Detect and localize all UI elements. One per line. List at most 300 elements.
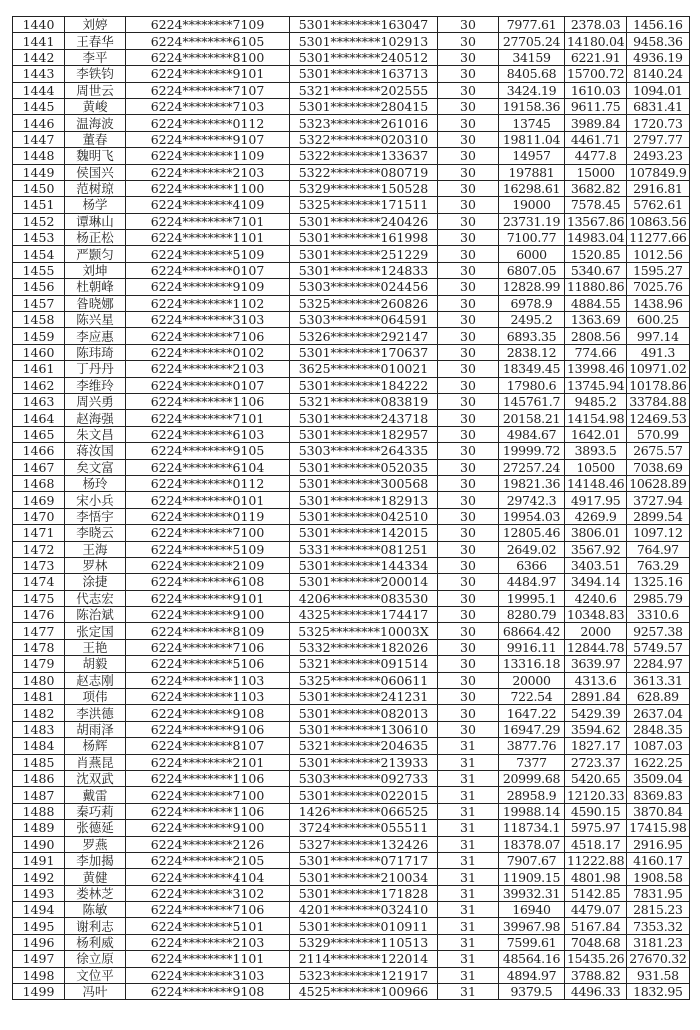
days-cell: 30 xyxy=(438,508,499,524)
days-cell: 31 xyxy=(438,787,499,803)
person-name-cell: 沈双武 xyxy=(65,770,126,786)
days-cell: 31 xyxy=(438,803,499,819)
amount-3-cell: 3870.84 xyxy=(627,803,689,819)
row-number-cell: 1452 xyxy=(13,213,65,229)
amount-2-cell: 10348.83 xyxy=(565,607,627,623)
amount-1-cell: 118734.1 xyxy=(499,820,565,836)
days-cell: 30 xyxy=(438,17,499,33)
person-name-cell: 黄健 xyxy=(65,869,126,885)
amount-3-cell: 570.99 xyxy=(627,426,689,442)
amount-2-cell: 5340.67 xyxy=(565,262,627,278)
amount-1-cell: 7377 xyxy=(499,754,565,770)
amount-2-cell: 4461.71 xyxy=(565,131,627,147)
row-number-cell: 1487 xyxy=(13,787,65,803)
table-row xyxy=(13,393,690,409)
person-name-cell: 蒋汝国 xyxy=(65,443,126,459)
table-row xyxy=(13,98,690,114)
amount-2-cell: 2000 xyxy=(565,623,627,639)
table-row xyxy=(13,902,690,918)
amount-3-cell: 3310.6 xyxy=(627,607,689,623)
amount-2-cell: 3893.5 xyxy=(565,443,627,459)
row-number-cell: 1491 xyxy=(13,852,65,868)
row-number-cell: 1499 xyxy=(13,984,65,1000)
amount-3-cell: 1438.96 xyxy=(627,295,689,311)
amount-1-cell: 23731.19 xyxy=(499,213,565,229)
amount-3-cell: 1325.16 xyxy=(627,574,689,590)
amount-1-cell: 27705.24 xyxy=(499,33,565,49)
person-name-cell: 董春 xyxy=(65,131,126,147)
days-cell: 30 xyxy=(438,656,499,672)
id-number-cell: 5301********010911 xyxy=(290,918,438,934)
bank-card-number-cell: 6224********1101 xyxy=(126,951,290,967)
amount-3-cell: 107849.9 xyxy=(627,164,689,180)
days-cell: 30 xyxy=(438,164,499,180)
table-row xyxy=(13,344,690,360)
bank-card-number-cell: 6224********7100 xyxy=(126,525,290,541)
person-name-cell: 冯叶 xyxy=(65,984,126,1000)
amount-2-cell: 15435.26 xyxy=(565,951,627,967)
table-row xyxy=(13,656,690,672)
amount-3-cell: 600.25 xyxy=(627,312,689,328)
days-cell: 30 xyxy=(438,180,499,196)
amount-1-cell: 18349.45 xyxy=(499,361,565,377)
row-number-cell: 1446 xyxy=(13,115,65,131)
person-name-cell: 宋小兵 xyxy=(65,492,126,508)
bank-card-number-cell: 6224********1103 xyxy=(126,672,290,688)
id-number-cell: 5323********121917 xyxy=(290,967,438,983)
id-number-cell: 5301********184222 xyxy=(290,377,438,393)
amount-1-cell: 6366 xyxy=(499,557,565,573)
person-name-cell: 周兴勇 xyxy=(65,393,126,409)
id-number-cell: 5301********124833 xyxy=(290,262,438,278)
amount-1-cell: 7100.77 xyxy=(499,230,565,246)
person-name-cell: 谭琳山 xyxy=(65,213,126,229)
table-row xyxy=(13,508,690,524)
days-cell: 31 xyxy=(438,885,499,901)
person-name-cell: 侯国兴 xyxy=(65,164,126,180)
table-row xyxy=(13,17,690,33)
bank-card-number-cell: 6224********0119 xyxy=(126,508,290,524)
days-cell: 30 xyxy=(438,459,499,475)
person-name-cell: 陈玮琦 xyxy=(65,344,126,360)
amount-3-cell: 1720.73 xyxy=(627,115,689,131)
amount-1-cell: 19995.1 xyxy=(499,590,565,606)
amount-3-cell: 4936.19 xyxy=(627,49,689,65)
amount-2-cell: 4518.17 xyxy=(565,836,627,852)
table-row xyxy=(13,689,690,705)
bank-card-number-cell: 6224********9101 xyxy=(126,590,290,606)
person-name-cell: 王艳 xyxy=(65,639,126,655)
row-number-cell: 1471 xyxy=(13,525,65,541)
amount-2-cell: 3682.82 xyxy=(565,180,627,196)
amount-2-cell: 1827.17 xyxy=(565,738,627,754)
amount-3-cell: 10971.02 xyxy=(627,361,689,377)
days-cell: 30 xyxy=(438,197,499,213)
amount-2-cell: 4269.9 xyxy=(565,508,627,524)
table-row xyxy=(13,607,690,623)
amount-1-cell: 4484.97 xyxy=(499,574,565,590)
row-number-cell: 1443 xyxy=(13,66,65,82)
id-number-cell: 5321********083819 xyxy=(290,393,438,409)
bank-card-number-cell: 6224********0101 xyxy=(126,492,290,508)
amount-2-cell: 12120.33 xyxy=(565,787,627,803)
person-name-cell: 范树琼 xyxy=(65,180,126,196)
table-row xyxy=(13,803,690,819)
id-number-cell: 5301********022015 xyxy=(290,787,438,803)
amount-3-cell: 7831.95 xyxy=(627,885,689,901)
row-number-cell: 1484 xyxy=(13,738,65,754)
person-name-cell: 胡雨泽 xyxy=(65,721,126,737)
days-cell: 30 xyxy=(438,672,499,688)
id-number-cell: 5329********150528 xyxy=(290,180,438,196)
table-row xyxy=(13,410,690,426)
amount-3-cell: 8369.83 xyxy=(627,787,689,803)
days-cell: 30 xyxy=(438,639,499,655)
id-number-cell: 5327********132426 xyxy=(290,836,438,852)
amount-1-cell: 13316.18 xyxy=(499,656,565,672)
row-number-cell: 1444 xyxy=(13,82,65,98)
person-name-cell: 严颢匀 xyxy=(65,246,126,262)
bank-card-number-cell: 6224********7100 xyxy=(126,787,290,803)
amount-2-cell: 6221.91 xyxy=(565,49,627,65)
days-cell: 31 xyxy=(438,918,499,934)
amount-3-cell: 997.14 xyxy=(627,328,689,344)
person-name-cell: 黄峻 xyxy=(65,98,126,114)
amount-3-cell: 6831.41 xyxy=(627,98,689,114)
amount-1-cell: 20158.21 xyxy=(499,410,565,426)
amount-1-cell: 28958.9 xyxy=(499,787,565,803)
row-number-cell: 1465 xyxy=(13,426,65,442)
person-name-cell: 项伟 xyxy=(65,689,126,705)
days-cell: 31 xyxy=(438,754,499,770)
table-row xyxy=(13,279,690,295)
amount-1-cell: 2649.02 xyxy=(499,541,565,557)
id-number-cell: 5301********300568 xyxy=(290,475,438,491)
amount-1-cell: 9379.5 xyxy=(499,984,565,1000)
table-row xyxy=(13,885,690,901)
person-name-cell: 罗林 xyxy=(65,557,126,573)
days-cell: 30 xyxy=(438,295,499,311)
id-number-cell: 5301********243718 xyxy=(290,410,438,426)
amount-1-cell: 7907.67 xyxy=(499,852,565,868)
bank-card-number-cell: 6224********3102 xyxy=(126,885,290,901)
amount-3-cell: 8140.24 xyxy=(627,66,689,82)
days-cell: 30 xyxy=(438,541,499,557)
amount-3-cell: 3727.94 xyxy=(627,492,689,508)
id-number-cell: 5301********102913 xyxy=(290,33,438,49)
days-cell: 30 xyxy=(438,574,499,590)
row-number-cell: 1466 xyxy=(13,443,65,459)
amount-3-cell: 763.29 xyxy=(627,557,689,573)
days-cell: 30 xyxy=(438,262,499,278)
amount-1-cell: 20999.68 xyxy=(499,770,565,786)
amount-2-cell: 5420.65 xyxy=(565,770,627,786)
person-name-cell: 张定国 xyxy=(65,623,126,639)
table-row xyxy=(13,852,690,868)
amount-3-cell: 1097.12 xyxy=(627,525,689,541)
table-row xyxy=(13,967,690,983)
table-row xyxy=(13,918,690,934)
row-number-cell: 1460 xyxy=(13,344,65,360)
id-number-cell: 5301********241231 xyxy=(290,689,438,705)
bank-card-number-cell: 6224********0107 xyxy=(126,377,290,393)
amount-1-cell: 17980.6 xyxy=(499,377,565,393)
bank-card-number-cell: 6224********1102 xyxy=(126,295,290,311)
table-body xyxy=(13,17,690,1000)
person-name-cell: 肖燕昆 xyxy=(65,754,126,770)
table-row xyxy=(13,312,690,328)
amount-3-cell: 2637.04 xyxy=(627,705,689,721)
amount-3-cell: 7353.32 xyxy=(627,918,689,934)
row-number-cell: 1455 xyxy=(13,262,65,278)
amount-1-cell: 1647.22 xyxy=(499,705,565,721)
amount-2-cell: 11222.88 xyxy=(565,852,627,868)
row-number-cell: 1492 xyxy=(13,869,65,885)
days-cell: 30 xyxy=(438,557,499,573)
row-number-cell: 1451 xyxy=(13,197,65,213)
amount-1-cell: 48564.16 xyxy=(499,951,565,967)
amount-1-cell: 8405.68 xyxy=(499,66,565,82)
bank-card-number-cell: 6224********9106 xyxy=(126,721,290,737)
id-number-cell: 3625********010021 xyxy=(290,361,438,377)
amount-2-cell: 13567.86 xyxy=(565,213,627,229)
amount-1-cell: 34159 xyxy=(499,49,565,65)
amount-3-cell: 764.97 xyxy=(627,541,689,557)
days-cell: 30 xyxy=(438,426,499,442)
id-number-cell: 5301********163047 xyxy=(290,17,438,33)
amount-1-cell: 6978.9 xyxy=(499,295,565,311)
amount-3-cell: 1908.58 xyxy=(627,869,689,885)
amount-1-cell: 12805.46 xyxy=(499,525,565,541)
bank-card-number-cell: 6224********9107 xyxy=(126,131,290,147)
amount-1-cell: 14957 xyxy=(499,148,565,164)
amount-1-cell: 19821.36 xyxy=(499,475,565,491)
amount-2-cell: 1642.01 xyxy=(565,426,627,442)
id-number-cell: 5303********264335 xyxy=(290,443,438,459)
id-number-cell: 4201********032410 xyxy=(290,902,438,918)
amount-3-cell: 2493.23 xyxy=(627,148,689,164)
row-number-cell: 1467 xyxy=(13,459,65,475)
table-row xyxy=(13,557,690,573)
bank-card-number-cell: 6224********0112 xyxy=(126,475,290,491)
table-row xyxy=(13,787,690,803)
days-cell: 31 xyxy=(438,934,499,950)
bank-card-number-cell: 6224********1101 xyxy=(126,230,290,246)
days-cell: 30 xyxy=(438,721,499,737)
days-cell: 30 xyxy=(438,705,499,721)
amount-2-cell: 3567.92 xyxy=(565,541,627,557)
amount-1-cell: 3877.76 xyxy=(499,738,565,754)
id-number-cell: 5301********240512 xyxy=(290,49,438,65)
records-table xyxy=(12,16,690,1000)
days-cell: 31 xyxy=(438,951,499,967)
amount-3-cell: 2899.54 xyxy=(627,508,689,524)
table-row xyxy=(13,951,690,967)
days-cell: 30 xyxy=(438,393,499,409)
person-name-cell: 李平 xyxy=(65,49,126,65)
id-number-cell: 5301********130610 xyxy=(290,721,438,737)
bank-card-number-cell: 6224********5109 xyxy=(126,541,290,557)
amount-2-cell: 14154.98 xyxy=(565,410,627,426)
row-number-cell: 1485 xyxy=(13,754,65,770)
days-cell: 31 xyxy=(438,967,499,983)
amount-1-cell: 722.54 xyxy=(499,689,565,705)
table-row xyxy=(13,361,690,377)
amount-2-cell: 4477.8 xyxy=(565,148,627,164)
bank-card-number-cell: 6224********1106 xyxy=(126,770,290,786)
row-number-cell: 1454 xyxy=(13,246,65,262)
row-number-cell: 1483 xyxy=(13,721,65,737)
id-number-cell: 5321********091514 xyxy=(290,656,438,672)
row-number-cell: 1450 xyxy=(13,180,65,196)
amount-1-cell: 39932.31 xyxy=(499,885,565,901)
bank-card-number-cell: 6224********8100 xyxy=(126,49,290,65)
amount-2-cell: 15700.72 xyxy=(565,66,627,82)
days-cell: 30 xyxy=(438,98,499,114)
table-row xyxy=(13,49,690,65)
amount-2-cell: 4884.55 xyxy=(565,295,627,311)
id-number-cell: 5301********163713 xyxy=(290,66,438,82)
amount-2-cell: 774.66 xyxy=(565,344,627,360)
id-number-cell: 5326********292147 xyxy=(290,328,438,344)
row-number-cell: 1472 xyxy=(13,541,65,557)
table-row xyxy=(13,262,690,278)
amount-3-cell: 3613.31 xyxy=(627,672,689,688)
bank-card-number-cell: 6224********1103 xyxy=(126,689,290,705)
person-name-cell: 李维玲 xyxy=(65,377,126,393)
amount-1-cell: 11909.15 xyxy=(499,869,565,885)
row-number-cell: 1462 xyxy=(13,377,65,393)
person-name-cell: 胡毅 xyxy=(65,656,126,672)
person-name-cell: 矣文富 xyxy=(65,459,126,475)
days-cell: 30 xyxy=(438,213,499,229)
amount-2-cell: 14180.04 xyxy=(565,33,627,49)
person-name-cell: 杨学 xyxy=(65,197,126,213)
id-number-cell: 5301********210034 xyxy=(290,869,438,885)
table-row xyxy=(13,623,690,639)
bank-card-number-cell: 6224********1109 xyxy=(126,148,290,164)
amount-2-cell: 4479.07 xyxy=(565,902,627,918)
days-cell: 30 xyxy=(438,590,499,606)
bank-card-number-cell: 6224********9108 xyxy=(126,705,290,721)
days-cell: 31 xyxy=(438,770,499,786)
person-name-cell: 陈敏 xyxy=(65,902,126,918)
table-row xyxy=(13,197,690,213)
amount-1-cell: 3424.19 xyxy=(499,82,565,98)
table-row xyxy=(13,180,690,196)
bank-card-number-cell: 6224********7106 xyxy=(126,639,290,655)
amount-2-cell: 1610.03 xyxy=(565,82,627,98)
bank-card-number-cell: 6224********3103 xyxy=(126,967,290,983)
id-number-cell: 1426********066525 xyxy=(290,803,438,819)
id-number-cell: 5301********144334 xyxy=(290,557,438,573)
bank-card-number-cell: 6224********2109 xyxy=(126,557,290,573)
amount-3-cell: 7025.76 xyxy=(627,279,689,295)
person-name-cell: 戴雷 xyxy=(65,787,126,803)
amount-3-cell: 1094.01 xyxy=(627,82,689,98)
id-number-cell: 5301********082013 xyxy=(290,705,438,721)
id-number-cell: 5329********110513 xyxy=(290,934,438,950)
table-row xyxy=(13,131,690,147)
days-cell: 31 xyxy=(438,869,499,885)
amount-3-cell: 9257.38 xyxy=(627,623,689,639)
row-number-cell: 1474 xyxy=(13,574,65,590)
row-number-cell: 1497 xyxy=(13,951,65,967)
amount-3-cell: 3181.23 xyxy=(627,934,689,950)
row-number-cell: 1494 xyxy=(13,902,65,918)
amount-3-cell: 2848.35 xyxy=(627,721,689,737)
amount-2-cell: 4313.6 xyxy=(565,672,627,688)
amount-3-cell: 10628.89 xyxy=(627,475,689,491)
table-row xyxy=(13,66,690,82)
amount-3-cell: 12469.53 xyxy=(627,410,689,426)
days-cell: 30 xyxy=(438,246,499,262)
table-row xyxy=(13,295,690,311)
id-number-cell: 5301********071717 xyxy=(290,852,438,868)
table-row xyxy=(13,164,690,180)
id-number-cell: 2114********122014 xyxy=(290,951,438,967)
days-cell: 30 xyxy=(438,377,499,393)
id-number-cell: 5325********171511 xyxy=(290,197,438,213)
person-name-cell: 徐立原 xyxy=(65,951,126,967)
amount-1-cell: 9916.11 xyxy=(499,639,565,655)
table-row xyxy=(13,525,690,541)
amount-3-cell: 1622.25 xyxy=(627,754,689,770)
bank-card-number-cell: 6224********2126 xyxy=(126,836,290,852)
days-cell: 30 xyxy=(438,525,499,541)
table-row xyxy=(13,574,690,590)
id-number-cell: 5301********171828 xyxy=(290,885,438,901)
table-row xyxy=(13,443,690,459)
id-number-cell: 5301********240426 xyxy=(290,213,438,229)
person-name-cell: 刘婷 xyxy=(65,17,126,33)
amount-1-cell: 197881 xyxy=(499,164,565,180)
amount-3-cell: 931.58 xyxy=(627,967,689,983)
id-number-cell: 5322********080719 xyxy=(290,164,438,180)
bank-card-number-cell: 6224********2101 xyxy=(126,754,290,770)
days-cell: 31 xyxy=(438,984,499,1000)
amount-3-cell: 1012.56 xyxy=(627,246,689,262)
id-number-cell: 4525********100966 xyxy=(290,984,438,1000)
amount-2-cell: 3494.14 xyxy=(565,574,627,590)
table-row xyxy=(13,984,690,1000)
amount-2-cell: 4240.6 xyxy=(565,590,627,606)
table-row xyxy=(13,492,690,508)
bank-card-number-cell: 6224********0112 xyxy=(126,115,290,131)
amount-2-cell: 10500 xyxy=(565,459,627,475)
amount-1-cell: 8280.79 xyxy=(499,607,565,623)
id-number-cell: 5301********280415 xyxy=(290,98,438,114)
row-number-cell: 1459 xyxy=(13,328,65,344)
id-number-cell: 5325********260826 xyxy=(290,295,438,311)
amount-2-cell: 3403.51 xyxy=(565,557,627,573)
bank-card-number-cell: 6224********2103 xyxy=(126,934,290,950)
days-cell: 31 xyxy=(438,836,499,852)
bank-card-number-cell: 6224********2103 xyxy=(126,361,290,377)
amount-2-cell: 7048.68 xyxy=(565,934,627,950)
days-cell: 30 xyxy=(438,49,499,65)
days-cell: 30 xyxy=(438,312,499,328)
bank-card-number-cell: 6224********6103 xyxy=(126,426,290,442)
row-number-cell: 1493 xyxy=(13,885,65,901)
days-cell: 30 xyxy=(438,623,499,639)
amount-2-cell: 13745.94 xyxy=(565,377,627,393)
table-row xyxy=(13,836,690,852)
row-number-cell: 1449 xyxy=(13,164,65,180)
bank-card-number-cell: 6224********7106 xyxy=(126,902,290,918)
id-number-cell: 5332********182026 xyxy=(290,639,438,655)
row-number-cell: 1480 xyxy=(13,672,65,688)
